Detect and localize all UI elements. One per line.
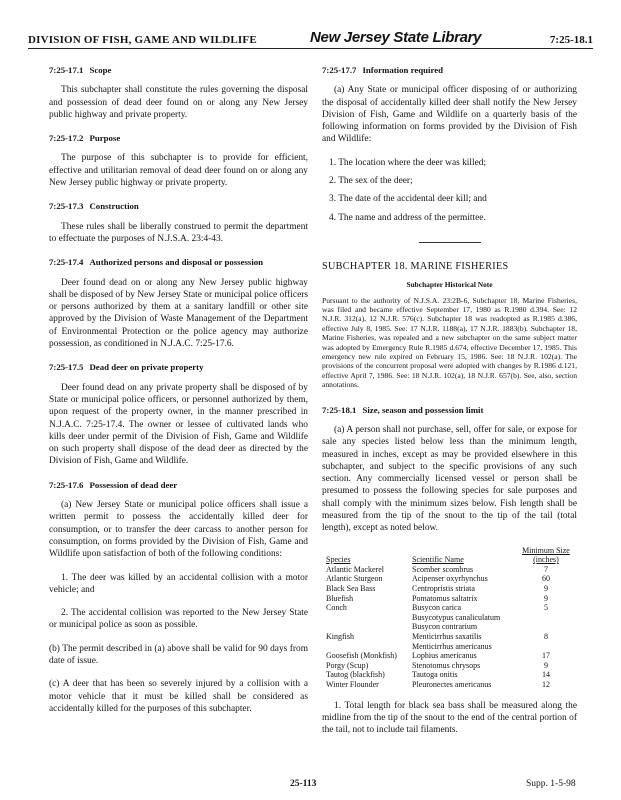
list-item: 2. The sex of the deer; [329,176,413,187]
cell-size: 5 [543,603,548,613]
section-heading: 7:25-17.2 Purpose [49,133,121,144]
cell-species: Goosefish (Monkfish) [326,651,397,661]
cell-size: 7 [543,564,548,574]
table-row [326,680,577,690]
cell-scientific: Centropristis striata [412,583,475,593]
cell-scientific: Busycon carica [412,603,462,613]
info-list [322,157,577,224]
cell-size: 9 [543,660,548,670]
cell-scientific: Pomatomus saltatrix [412,593,478,603]
cell-scientific: Busycon contrarium [412,622,478,632]
paragraph: The purpose of this subchapter is to provide for efficient, effective and utilitarian removal of dead deer found on or along any New Jersey public highway or private property. [49,153,308,189]
section-heading: 7:25-17.5 Dead deer on private property [49,362,204,373]
cell-species: Atlantic Mackerel [326,564,384,574]
cell-species [326,622,412,632]
minimum-size-table [326,546,577,690]
table-row [326,584,577,594]
cell-scientific: Tautoga onitis [412,670,458,680]
divider [419,242,481,243]
library-stamp: New Jersey State Library [310,29,482,46]
cell-species: Winter Flounder [326,679,379,689]
paragraph: (a) New Jersey State or municipal police officers shall issue a written permit to possess the accidentally killed deer for consumption, or to transfer the deer carcass to another person for consumption, on forms provided by the Division of Fish, Game and Wildlife upon satisfaction of both of the following conditions: [49,500,308,560]
cell-scientific: Lophius americanus [412,651,477,661]
history-note-text: Pursuant to the authority of N.J.S.A. 23:2B-6, Subchapter 18, Marine Fisheries, was filed and became effective September 17, 1980 as R.1980 d.394. See: 12 N.J.R. 312(a), 12 N.J.R. 576(c). Subchapter 18 was readopted as R.1985 d.386, effective July 8, 1985. See: 17 N.J.R. 1188(a), 17 N.J.R. 1883(b). Subchapter 18, Marine Fisheries, was repealed and a new subchapter on the same subject matter was adopted by Emergency Rule R.1985 d.674, effective December 17, 1985. This emergency new rule expired on February 15, 1986. See: 18 N.J.R. 102(a). The provisions of the concurrent proposal were adopted with changes by R.1986 d.121, effective April 7, 1986. See: 18 N.J.R. 102(a), 18 N.J.R. 657(b). See, also, section annotations. [322,295,577,390]
section-heading: 7:25-17.4 Authorized persons and disposal or possession [49,257,264,268]
cell-species: Porgy (Scup) [326,660,369,670]
right-column [322,64,577,747]
table-row [326,670,577,680]
cell-scientific: Menticirrhus saxatilis [412,631,482,641]
section-heading: 7:25-17.3 Construction [49,201,139,212]
cell-size: 9 [543,593,548,603]
cell-species: Black Sea Bass [326,583,376,593]
cell-species: Tautog (blackfish) [326,670,385,680]
paragraph: (c) A deer that has been so severely injured by a collision with a motor vehicle that it must be killed shall be considered as accidentally killed for the purposes of this subchapter. [49,679,308,714]
paragraph: Deer found dead on or along any New Jersey public highway shall be disposed of by New Jersey State or municipal police officers or persons authorized by them at a sanitary landfill or other site approved by the Division of Waste Management of the Department of Environmental Protection or the police agency may authorize possession, as conditioned in N.J.A.C. 7:25-17.6. [49,277,308,350]
cell-species: Bluefish [326,593,354,603]
cell-species [326,642,412,652]
cell-size [519,613,577,623]
list-item: 2. The accidental collision was reported to the New Jersey State or municipal police as soon as possible. [49,608,308,631]
cell-species: Conch [326,603,347,613]
running-head-division: DIVISION OF FISH, GAME AND WILDLIFE [28,34,257,46]
section-heading: 7:25-18.1 Size, season and possession limit [322,404,484,415]
running-head-section: 7:25-18.1 [549,34,593,46]
paragraph: This subchapter shall constitute the rules governing the disposal and possession of dead deer found on or along any New Jersey public highway and private property. [49,85,308,120]
list-item: 1. The deer was killed by an accidental collision with a motor vehicle; and [49,572,308,595]
cell-size [519,622,577,632]
left-column [49,64,308,726]
cell-scientific: Stenotomus chrysops [412,660,481,670]
list-item: 4. The name and address of the permittee. [329,212,486,223]
supplement-date: Supp. 1-5-98 [526,779,576,789]
page-number: 25-113 [290,779,317,789]
cell-scientific: Scomber scombrus [412,564,474,574]
paragraph: Deer found dead on any private property shall be disposed of by State or municipal police officers, or personnel authorized by them, upon request of the property owner, in the manner prescribed in N.J.A.C. 7:25-17.4. The owner or lessee of cultivated lands who kills deer under permit of the Division of Fish, Game and Wildlife on such property shall dispose of the dead deer as directed by the Division of Fish, Game and Wildlife. [49,382,308,467]
cell-size: 17 [541,651,550,661]
cell-size: 60 [541,574,550,584]
table-row [326,622,577,632]
table-row [326,613,577,623]
header-size: Minimum Size (inches) [522,545,570,565]
paragraph: 1. Total length for black sea bass shall be measured along the midline from the tip of the snout to the end of the central portion of the tail, not to include tail filaments. [322,700,577,736]
section-heading: 7:25-17.6 Possession of dead deer [49,479,178,490]
header-species: Species [326,555,351,565]
table-row [326,651,577,661]
paragraph: (a) Any State or municipal officer disposing of or authorizing the disposal of accidentally killed deer shall notify the New Jersey Division of Fish, Game and Wildlife on a quarterly basis of the following information on forms provided by the Division of Fish and Wildlife: [322,85,577,145]
list-item: 3. The date of the accidental deer kill; and [329,194,487,205]
cell-scientific: Pleuronectes americanus [412,679,492,689]
table-header-row [326,546,577,565]
table-row [326,574,577,584]
table-row [326,642,577,652]
table-row [326,661,577,671]
cell-scientific: Acipenser oxyrhynchus [412,574,488,584]
list-item: 1. The location where the deer was killed; [329,157,487,168]
paragraph: These rules shall be liberally construed to permit the department to effectuate the purposes of N.J.S.A. 23:4-43. [49,221,308,244]
cell-size: 9 [543,583,548,593]
section-heading: 7:25-17.7 Information required [322,65,444,75]
paragraph: (a) A person shall not purchase, sell, offer for sale, or expose for sale any species listed below less than the minimum length, measured in inches, except as may be provided elsewhere in this subchapter, and subject to the specific provisions of any such section. Any commercially licensed vessel or person shall be presumed to possess the following species for sale purposes and shall comply with the minimum sizes below. Fish length shall be measured from the tip of the snout to the tip of the tail (total length), except as noted below. [322,424,577,534]
paragraph: (b) The permit described in (a) above shall be valid for 90 days from date of issue. [49,643,308,666]
cell-size: 14 [541,670,550,680]
cell-scientific: Menticirrhus americanus [412,641,492,651]
cell-scientific: Busycotypus canaliculatum [412,612,501,622]
cell-species: Atlantic Sturgeon [326,574,383,584]
cell-species [326,613,412,623]
cell-size: 12 [541,679,550,689]
table-row [326,632,577,642]
table-row [326,603,577,613]
table-row [326,565,577,575]
page-header [28,26,593,49]
table-row [326,594,577,604]
section-heading: 7:25-17.1 Scope [49,65,112,75]
cell-size: 8 [543,631,548,641]
history-note-title: Subchapter Historical Note [406,280,493,290]
header-scientific: Scientific Name [412,555,464,565]
cell-species: Kingfish [326,631,354,641]
cell-size [519,642,577,652]
subchapter-title: SUBCHAPTER 18. MARINE FISHERIES [322,260,509,272]
